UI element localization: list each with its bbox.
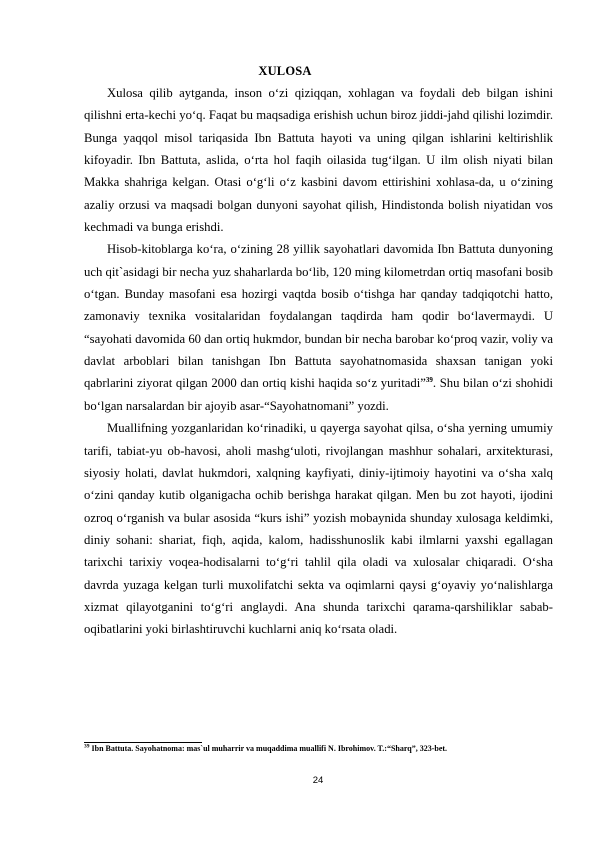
page-number: 24 bbox=[312, 775, 324, 786]
paragraph-1: Xulosa qilib aytganda, inson o‘zi qiziqqan, xohlagan va foydali deb bilgan ishini qilishni erta-kechi yo‘q. Faqat bu maqsadiga erishish uchun biroz jiddi-jahd qilishi lozimdir. Bunga yaqqol misol tariqasida Ibn Battuta hayoti va uning qilgan ishlarini keltirishlik kifoyadir. Ibn Battuta, aslida, o‘rta hol faqih oilasida tug‘ilgan. U ilm olish niyati bilan Makka shahriga kelgan. Otasi o‘g‘li o‘z kasbini davom ettirishini xohlasa-da, u o‘zining azaliy orzusi va maqsadi bolgan dunyoni sayohat qilish, Hindistonda bolish niyatidan vos kechmadi va bunga erishdi. bbox=[84, 86, 553, 235]
body-text bbox=[84, 82, 553, 641]
paragraph-2-text-after-note: . Shu bilan o‘zi shohidi bo‘lgan narsalardan bir ajoyib asar-“Sayohatnomani” yozdi. bbox=[84, 376, 553, 413]
footnote bbox=[84, 744, 554, 754]
paragraph-2-text-before-note: Hisob-kitoblarga ko‘ra, o‘zining 28 yillik sayohatlari davomida Ibn Battuta dunyoning uch qit`asidagi bir necha yuz shaharlarda bo‘lib, 120 ming kilometrdan ortiq masofani bosib o‘tgan. Bunday masofani esa hozirgi vaqtda bosib o‘tishga har qanday tadqiqotchi hatto, zamonaviy texnika vositalaridan foydalangan taqdirda ham qodir bo‘lavermaydi. U “sayohati davomida 60 dan ortiq hukmdor, bundan bir necha barobar ko‘proq vazir, voliy va davlat arboblari bilan tanishgan Ibn Battuta sayohatnomasida shaxsan tanigan yoki qabrlarini ziyorat qilgan 2000 dan ortiq kishi haqida so‘z yuritadi” bbox=[84, 242, 553, 391]
footnote-marker: 39 bbox=[84, 743, 90, 750]
footnote-reference[interactable]: 39 bbox=[425, 376, 433, 385]
footnote-divider bbox=[84, 742, 202, 743]
footnote-text: Ibn Battuta. Sayohatnoma: mas`ul muharrir va muqaddima muallifi N. Ibrohimov. T.:“Sharq”, 323-bet. bbox=[89, 744, 448, 753]
paragraph-3: Muallifning yozganlaridan ko‘rinadiki, u qayerga sayohat qilsa, o‘sha yerning umumiy tarifi, tabiat-yu ob-havosi, aholi mashg‘uloti, rivojlangan mashhur sohalari, arxitekturasi, siyosiy holati, davlat hukmdori, xalqning kayfiyati, diniy-ijtimoiy hayotini va o‘sha xalq o‘zini qanday kutib olganigacha ochib berishga harakat qilgan. Men bu zot hayoti, ijodini ozroq o‘rganish va bular asosida “kurs ishi” yozish mobaynida shunday xulosaga keldimki, diniy sohani: shariat, fiqh, aqida, kalom, hadisshunoslik kabi ilmlarni yaxshi egallagan tarixchi tarixiy voqea-hodisalarni to‘g‘ri tahlil qila oladi va xulosalar chiqaradi. O‘sha davrda yuzaga kelgan turli muxolifatchi sekta va oqimlarni qaysi g‘oyaviy yo‘nalishlarga xizmat qilayotganini to‘g‘ri anglaydi. Ana shunda tarixchi qarama-qarshiliklar sabab-oqibatlarini yoki birlashtiruvchi kuchlarni aniq ko‘rsata oladi. bbox=[84, 421, 553, 637]
section-title: XULOSA bbox=[258, 64, 312, 78]
paragraph-2 bbox=[84, 238, 553, 417]
